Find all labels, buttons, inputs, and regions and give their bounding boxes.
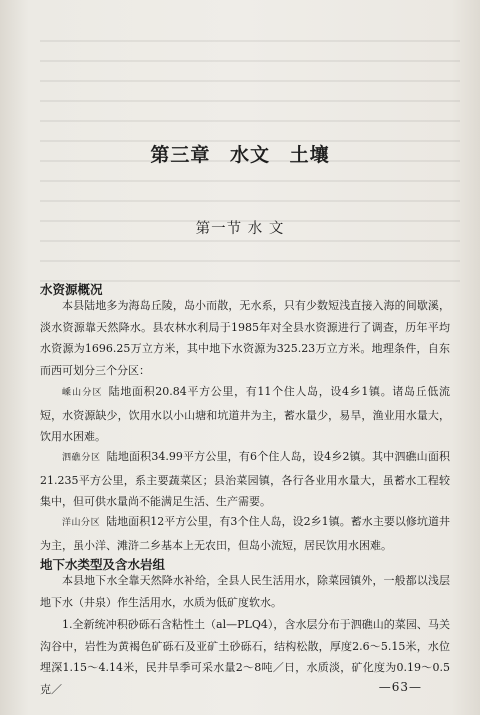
region-label: 嵊山分区 xyxy=(62,388,103,398)
heading-groundwater: 地下水类型及含水岩组 xyxy=(40,557,166,572)
region-text: 陆地面积20.84平方公里，有11个住人岛，设4乡1镇。诸岛丘低流短，水资源缺少，饮用水以小山塘和坑道井为主，蓄水量少，易旱，渔业用水量大，饮用水困难。 xyxy=(40,385,450,443)
section-title: 第一节 水 文 xyxy=(195,221,285,237)
region-text: 陆地面积12平方公里，有3个住人岛，设2乡1镇。蓄水主要以修坑道井为主，虽小洋、滩浒二乡基本上无农田，但岛小流短，居民饮用水困难。 xyxy=(40,515,450,552)
chapter-title: 第三章 水文 土壤 xyxy=(150,144,330,166)
page-number: —63— xyxy=(378,680,422,694)
show-through-text xyxy=(40,40,460,300)
heading-water-resources: 水资源概况 xyxy=(40,282,103,297)
region-label: 洋山分区 xyxy=(62,518,101,528)
paragraph-region-3 xyxy=(40,511,450,556)
paragraph-aquifer-1: 1.全新统冲积砂砾石含粘性土（al—PLQ4），含水层分布于泗礁山的菜园、马关沟谷中，岩性为黄褐色矿砾石及亚矿土砂砾石，结构松散，厚度2.6～5.15米，水位埋深1.15～4.14米，民井旱季可采水量2～8吨／日，水质淡，矿化度为0.19～0.5克／ xyxy=(40,618,450,696)
region-label: 泗礁分区 xyxy=(62,453,101,463)
region-text: 陆地面积34.99平方公里，有6个住人岛，设4乡2镇。其中泗礁山面积21.235平方公里，系主要蔬菜区；县治菜园镇，各行各业用水量大，虽蓄水工程较集中，但可供水量尚不能满足生活、生产需要。 xyxy=(40,450,450,508)
paragraph-overview: 本县陆地多为海岛丘陵，岛小而散，无水系，只有少数短浅直接入海的间歇溪，淡水资源靠天然降水。县农林水利局于1985年对全县水资源进行了调查，历年平均水资源为1696.25万立方米，其中地下水资源为325.23万立方米。地理条件，自东而西可划分三个分区： xyxy=(40,299,450,377)
paragraph-region-1 xyxy=(40,381,450,448)
paragraph-region-2 xyxy=(40,446,450,513)
paragraph-groundwater: 本县地下水全靠天然降水补给，全县人民生活用水，除菜园镇外，一般都以浅层地下水（井泉）作生活用水，水质为低矿度软水。 xyxy=(40,574,450,609)
